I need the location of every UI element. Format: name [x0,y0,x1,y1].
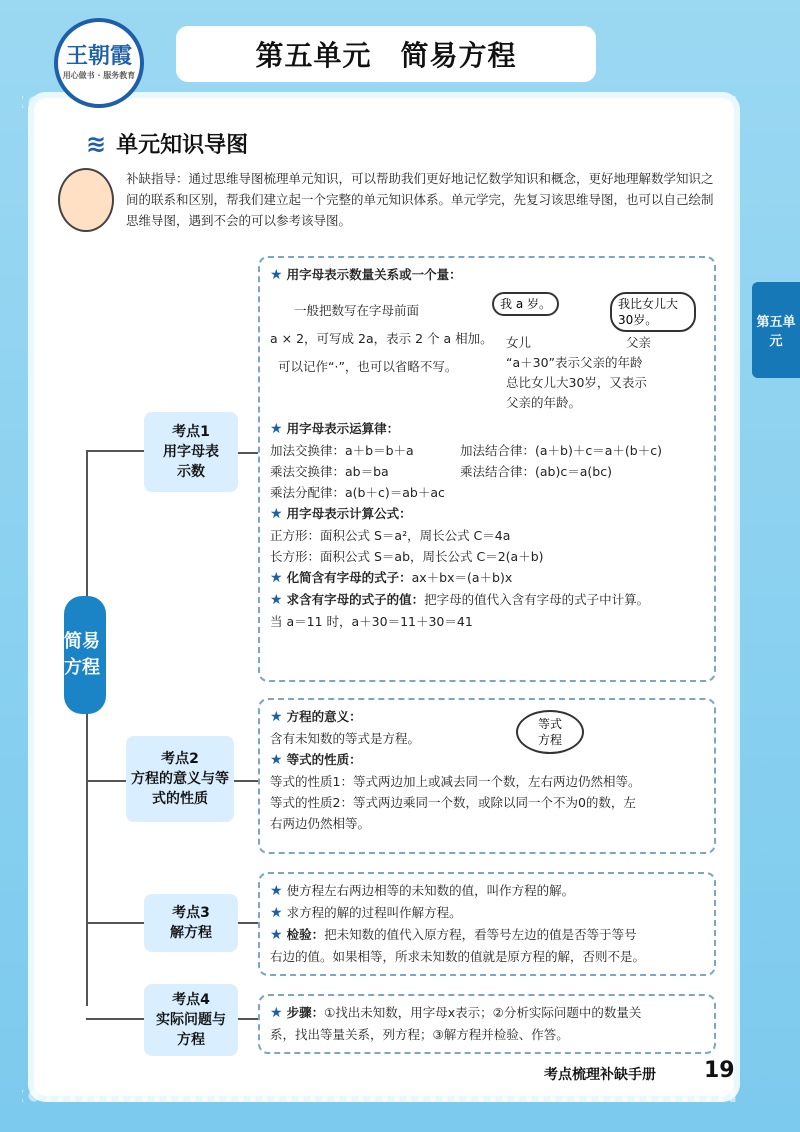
page-title: 第五单元 简易方程 [176,26,596,82]
box1-line-b: a × 2，可写成 2a，表示 2 个 a 相加。 [270,331,493,346]
box4-line-1: ①找出未知数，用字母x表示；②分析实际问题中的数量关 [324,1005,642,1020]
footer-text: 考点梳理补缺手册 [544,1067,656,1083]
kaodian-1 [144,412,238,492]
kaodian-3-title: 考点3 [172,905,210,921]
label-girl: 女儿 [506,335,532,350]
star-icon: ★ [270,592,283,608]
star-icon: ★ [270,421,283,437]
box1-line-c: 可以记作“·”，也可以省略不写。 [278,359,458,374]
branch-line-4 [86,1018,144,1020]
star-icon: ★ [270,927,283,943]
main-node-label: 简易方程 [64,631,100,678]
box1-example: 当 a＝11 时，a＋30＝11＋30＝41 [270,614,473,629]
bubble-girl: 我 a 岁。 [492,292,559,316]
box2-definition: 含有未知数的等式是方程。 [270,731,421,746]
formula-rectangle: 长方形：面积公式 S＝ab，周长公式 C＝2(a＋b) [270,549,544,564]
wave-decoration-bottom [22,1090,740,1102]
box-kaodian-2 [258,698,716,854]
student-avatar-icon [58,168,114,232]
kaodian-4-sub: 实际问题与方程 [156,1012,226,1048]
law-mul-commutative: 乘法交换律：ab＝ba [270,464,389,479]
law-mul-associative: 乘法结合律：(ab)c＝a(bc) [460,464,612,479]
brand-logo [54,18,144,108]
kaodian-1-sub: 用字母表示数 [163,444,219,480]
star-icon: ★ [270,267,283,283]
branch-line-4b [238,1018,258,1020]
formula-square: 正方形：面积公式 S＝a²，周长公式 C＝4a [270,528,511,543]
box1-dad-text-3: 父亲的年龄。 [506,395,582,410]
oval-label-equation: 方程 [537,733,562,747]
law-row-1 [270,440,704,461]
section-heading [86,128,248,159]
guide-text: 补缺指导：通过思维导图梳理单元知识，可以帮助我们更好地记忆数学知识和概念，更好地理解数学知识之间的联系和区别，帮我们建立起一个完整的单元知识体系。单元学完，先复习该思维导图，也可以自己绘制思维导图，遇到不会的可以参考该导图。 [126,171,714,228]
box1-heading-3: 用字母表示计算公式： [286,506,412,521]
kaodian-3 [144,894,238,952]
box1-heading-1: 用字母表示数量关系或一个量： [286,267,462,282]
section-title: 单元知识导图 [116,133,249,158]
box1-dad-text-1: “a＋30”表示父亲的年龄 [506,355,643,370]
star-icon: ★ [270,1005,283,1021]
branch-line-3b [238,922,258,924]
box4-steps-head: 步骤： [286,1005,325,1020]
kaodian-2 [126,736,234,822]
law-row-2 [270,461,704,482]
box2-property-2a: 等式的性质2：等式两边乘同一个数，或除以同一个不为0的数，左 [270,795,636,810]
box-kaodian-4 [258,994,716,1054]
box3-check-head: 检验： [286,927,325,942]
box-kaodian-1 [258,256,716,682]
branch-line-1 [86,450,144,452]
box3-line-2: 求方程的解的过程叫作解方程。 [286,905,462,920]
box1-heading-4: 化简含有字母的式子： [286,570,412,585]
law-distributive: 乘法分配律：a(b＋c)＝ab＋ac [270,485,445,500]
box1-line-a: 一般把数写在字母前面 [294,303,420,318]
star-icon: ★ [270,570,283,586]
bubble-dad: 我比女儿大30岁。 [610,292,696,332]
branch-line-2 [86,780,126,782]
box2-heading-1: 方程的意义： [286,709,362,724]
page-number: 19 [704,1058,735,1083]
box1-eval-value: 把字母的值代入含有字母的式子中计算。 [424,592,650,607]
kaodian-3-sub: 解方程 [170,925,212,941]
law-add-associative: 加法结合律：(a＋b)＋c＝a＋(b＋c) [460,443,662,458]
star-icon: ★ [270,506,283,522]
box1-heading-5: 求含有字母的式子的值： [286,592,425,607]
equation-oval-diagram [516,710,584,754]
law-add-commutative: 加法交换律：a＋b＝b＋a [270,443,414,458]
kaodian-4 [144,984,238,1056]
kaodian-2-title: 考点2 [161,751,199,767]
box3-check-a: 把未知数的值代入原方程，看等号左边的值是否等于等号 [324,927,637,942]
box2-heading-2: 等式的性质： [286,752,362,767]
box1-dad-text-2: 总比女儿大30岁，又表示 [506,375,647,390]
box3-line-1: 使方程左右两边相等的未知数的值，叫作方程的解。 [286,883,575,898]
box1-illustration [270,286,704,410]
box1-simplify-value: ax＋bx＝(a＋b)x [411,570,513,585]
branch-line-3 [86,922,144,924]
kaodian-4-title: 考点4 [172,992,210,1008]
branch-line-1b [238,452,258,454]
box4-line-2: 系，找出等量关系，列方程；③解方程并检验、作答。 [270,1027,569,1042]
box2-property-2b: 右两边仍然相等。 [270,816,371,831]
kaodian-1-title: 考点1 [172,424,210,440]
side-tab: 第五单元 [752,282,800,378]
oval-label-equality: 等式 [537,717,562,731]
box1-heading-2: 用字母表示运算律： [286,421,400,436]
star-icon: ★ [270,709,283,725]
main-node [64,596,106,714]
star-icon: ★ [270,883,283,899]
star-icon: ★ [270,905,283,921]
kaodian-2-sub: 方程的意义与等式的性质 [131,771,229,807]
box2-property-1: 等式的性质1：等式两边加上或减去同一个数，左右两边仍然相等。 [270,774,641,789]
branch-line-2b [234,780,258,782]
wave-icon: ≋ [86,129,107,158]
box3-check-b: 右边的值。如果相等，所求未知数的值就是原方程的解，否则不是。 [270,949,646,964]
logo-subtext: 用心做书 · 服务教育 [62,71,136,80]
star-icon: ★ [270,752,283,768]
logo-text: 王朝霞 [65,44,132,69]
label-dad: 父亲 [626,335,652,350]
box-kaodian-3 [258,872,716,976]
